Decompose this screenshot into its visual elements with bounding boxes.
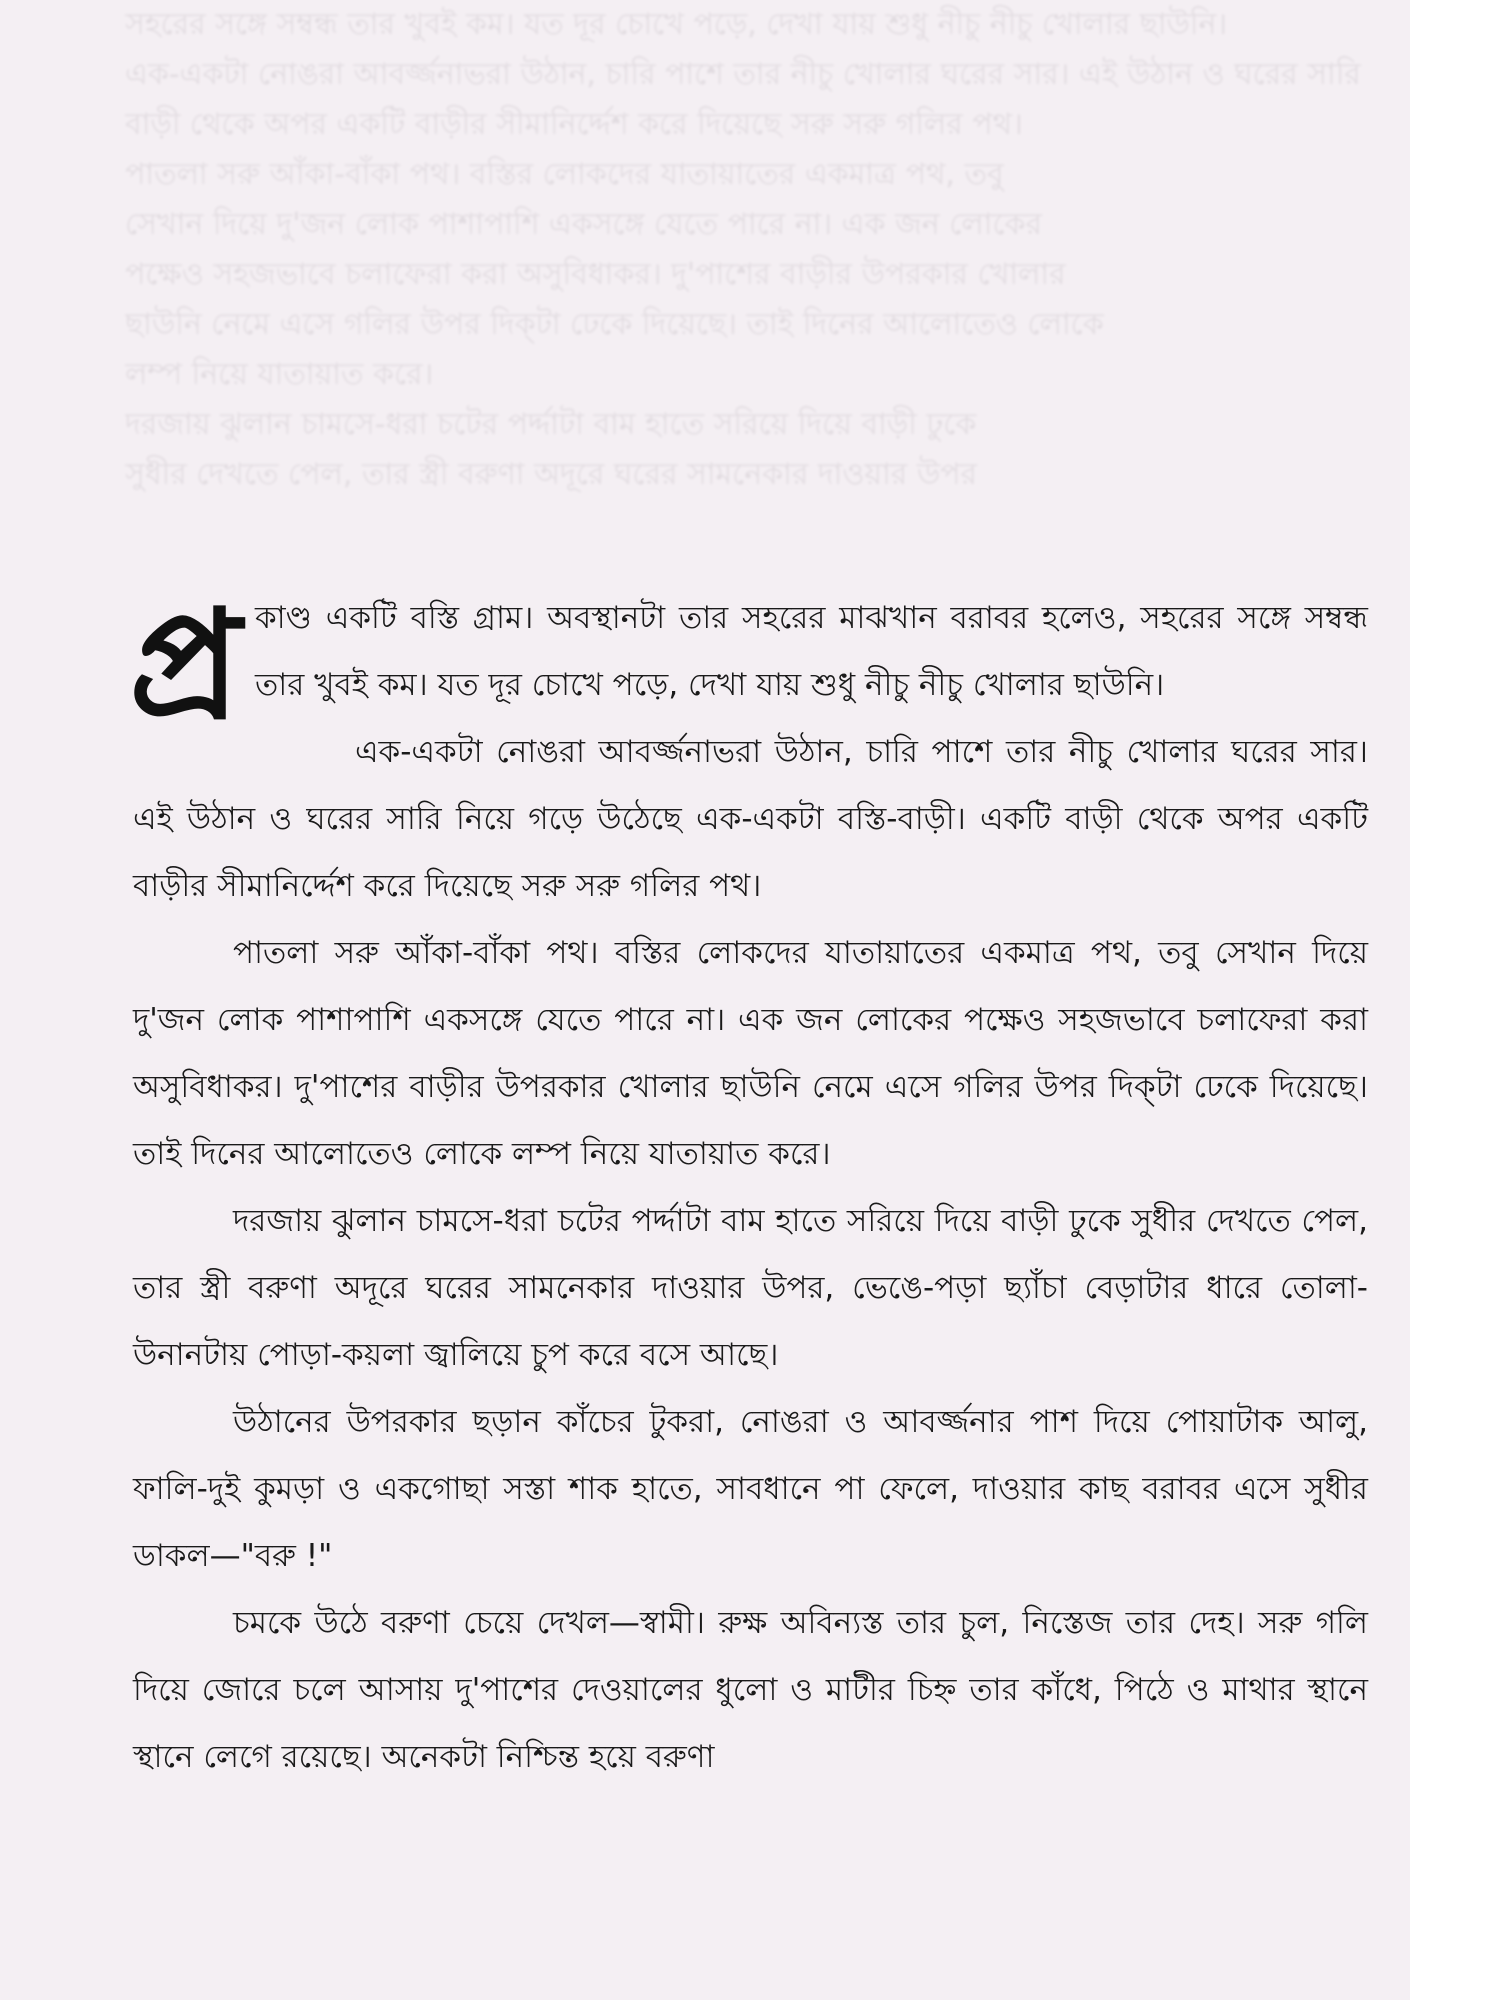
page-margin xyxy=(1410,0,1500,2000)
bleed-through-line: পাতলা সরু আঁকা-বাঁকা পথ। বস্তির লোকদের যাতায়াতের একমাত্র পথ, তবু xyxy=(125,157,1004,192)
bleed-through-line: বাড়ী থেকে অপর একটি বাড়ীর সীমানির্দ্দেশ করে দিয়েছে সরু সরু গলির পথ। xyxy=(125,107,1023,142)
bleed-through-line: এক-একটা নোঙরা আবর্জ্জনাভরা উঠান, চারি পাশে তার নীচু খোলার ঘরের সার। এই উঠান ও ঘরের সারি xyxy=(125,57,1361,92)
paragraph: কাণ্ড একটি বস্তি গ্রাম। অবস্থানটা তার সহরের মাঝখান বরাবর হলেও, সহরের সঙ্গে সম্বন্ধ তার খুবই কম। যত দূর চোখে পড়ে, দেখা যায় শুধু নীচু নীচু খোলার ছাউনি। xyxy=(254,600,1368,703)
bleed-through-line: দরজায় ঝুলান চামসে-ধরা চটের পর্দ্দাটা বাম হাতে সরিয়ে দিয়ে বাড়ী ঢুকে xyxy=(125,407,977,442)
paragraph: চমকে উঠে বরুণা চেয়ে দেখল—স্বামী। রুক্ষ অবিন্যস্ত তার চুল, নিস্তেজ তার দেহ। সরু গলি দিয়ে জোরে চলে আসায় দু'পাশের দেওয়ালের ধুলো ও মাটীর চিহ্ন তার কাঁধে, পিঠে ও মাথার স্থানে স্থানে লেগে রয়েছে। অনেকটা নিশ্চিন্ত হয়ে বরুণা xyxy=(133,1605,1368,1775)
paragraph: দরজায় ঝুলান চামসে-ধরা চটের পর্দ্দাটা বাম হাতে সরিয়ে দিয়ে বাড়ী ঢুকে সুধীর দেখতে পেল, তার স্ত্রী বরুণা অদূরে ঘরের সামনেকার দাওয়ার উপর, ভেঙে-পড়া ছ্যাঁচা বেড়াটার ধারে তোলা-উনানটায় পোড়া-কয়লা জ্বালিয়ে চুপ করে বসে আছে। xyxy=(133,1203,1368,1373)
paragraph: উঠানের উপরকার ছড়ান কাঁচের টুকরা, নোঙরা ও আবর্জ্জনার পাশ দিয়ে পোয়াটাক আলু, ফালি-দুই কুমড়া ও একগোছা সস্তা শাক হাতে, সাবধানে পা ফেলে, দাওয়ার কাছ বরাবর এসে সুধীর ডাকল—"বরু !" xyxy=(133,1404,1368,1574)
bleed-through-line: সুধীর দেখতে পেল, তার স্ত্রী বরুণা অদূরে ঘরের সামনেকার দাওয়ার উপর xyxy=(125,457,978,492)
bleed-through-line: সেখান দিয়ে দু'জন লোক পাশাপাশি একসঙ্গে যেতে পারে না। এক জন লোকের xyxy=(125,207,1043,242)
bleed-through-line: সহরের সঙ্গে সম্বন্ধ তার খুবই কম। যত দূর চোখে পড়ে, দেখা যায় শুধু নীচু নীচু খোলার ছাউনি। xyxy=(125,7,1228,42)
bleed-through-text xyxy=(125,0,1375,560)
paragraph: পাতলা সরু আঁকা-বাঁকা পথ। বস্তির লোকদের যাতায়াতের একমাত্র পথ, তবু সেখান দিয়ে দু'জন লোক পাশাপাশি একসঙ্গে যেতে পারে না। এক জন লোকের পক্ষেও সহজভাবে চলাফেরা করা অসুবিধাকর। দু'পাশের বাড়ীর উপরকার খোলার ছাউনি নেমে এসে গলির উপর দিক্‌টা ঢেকে দিয়েছে। তাই দিনের আলোতেও লোকে লম্প নিয়ে যাতায়াত করে। xyxy=(133,935,1368,1172)
bleed-through-line: ছাউনি নেমে এসে গলির উপর দিক্‌টা ঢেকে দিয়েছে। তাই দিনের আলোতেও লোকে xyxy=(125,307,1104,342)
bleed-through-line: লম্প নিয়ে যাতায়াত করে। xyxy=(125,357,434,392)
paragraph: এক-একটা নোঙরা আবর্জ্জনাভরা উঠান, চারি পাশে তার নীচু খোলার ঘরের সার। এই উঠান ও ঘরের সারি নিয়ে গড়ে উঠেছে এক-একটা বস্তি-বাড়ী। একটি বাড়ী থেকে অপর একটি বাড়ীর সীমানির্দ্দেশ করে দিয়েছে সরু সরু গলির পথ। xyxy=(133,734,1368,904)
chapter-body xyxy=(129,579,1368,1791)
bleed-through-line: পক্ষেও সহজভাবে চলাফেরা করা অসুবিধাকর। দু'পাশের বাড়ীর উপরকার খোলার xyxy=(125,257,1066,292)
drop-cap: প্র xyxy=(129,579,241,753)
